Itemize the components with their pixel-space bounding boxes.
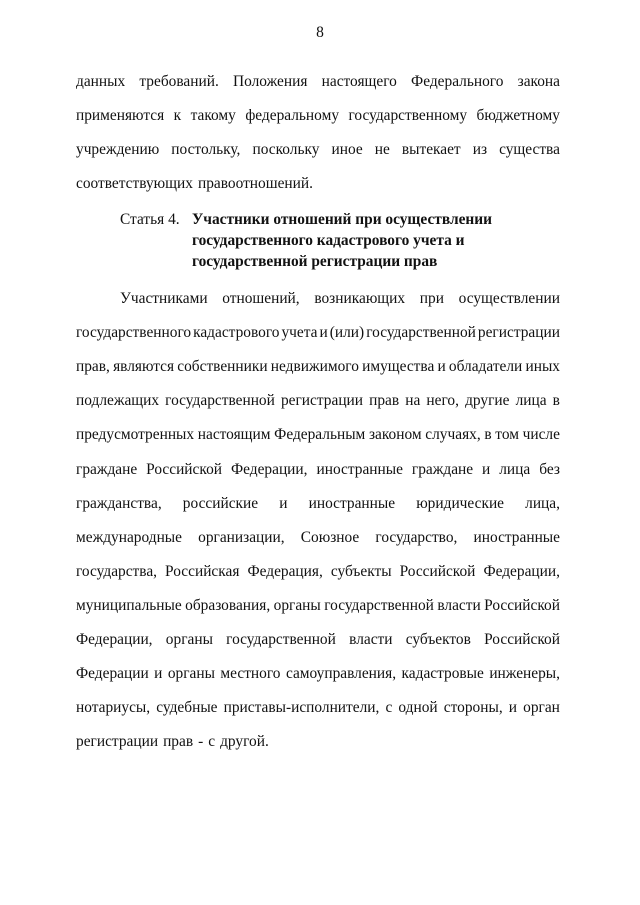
text-line <box>76 628 560 652</box>
word: юридические <box>416 494 505 512</box>
word: осуществлении <box>458 290 560 307</box>
word: Российской <box>484 596 560 614</box>
word: возникающих <box>314 290 406 307</box>
text-line <box>76 70 560 94</box>
word: субъекты <box>330 562 392 580</box>
word: Федерального <box>411 73 504 90</box>
word: такому <box>190 107 236 124</box>
word: государственной <box>165 392 275 410</box>
text-line <box>76 172 560 196</box>
word: случаях, <box>425 426 481 444</box>
word: Российской <box>484 631 560 648</box>
word: орган <box>523 699 560 717</box>
text-line <box>76 423 560 447</box>
word: настоящего <box>321 73 397 90</box>
word: прав <box>369 392 400 410</box>
word: предусмотренных <box>76 426 195 444</box>
word: прав, <box>76 358 110 376</box>
text-line <box>76 730 560 754</box>
word: государственного <box>76 324 192 342</box>
word: Федерации, <box>230 460 308 478</box>
word: государственной <box>324 596 434 614</box>
word: и <box>508 699 518 717</box>
word: и <box>279 494 288 512</box>
word: требований. <box>139 73 219 90</box>
word: подлежащих <box>76 392 160 410</box>
article-number: Статья 4. <box>120 211 180 228</box>
word: вытекает <box>401 141 461 158</box>
text-line <box>76 594 560 618</box>
word: и <box>319 324 328 342</box>
word: другие <box>465 392 510 410</box>
word: правоотношений. <box>197 175 313 192</box>
text-line <box>76 526 560 550</box>
article-title <box>192 209 492 272</box>
word: граждане <box>411 460 474 478</box>
word: судебные <box>156 699 218 717</box>
word: недвижимого <box>270 358 359 376</box>
word: без <box>539 460 560 478</box>
text-line <box>76 696 560 720</box>
word: кадастрового <box>193 324 280 342</box>
word: обладатели <box>448 358 523 376</box>
word: образования, <box>185 596 271 614</box>
word: Федерации, <box>483 562 560 580</box>
word: поскольку <box>252 141 320 158</box>
word: органы <box>167 665 215 683</box>
word: имущества <box>362 358 435 376</box>
word: бюджетному <box>476 107 560 124</box>
word: Российской <box>146 460 223 478</box>
word: и <box>437 358 446 376</box>
word: организации, <box>198 528 285 546</box>
word: с <box>385 699 393 717</box>
word: учета <box>281 324 318 342</box>
word: постольку, <box>171 141 241 158</box>
word: органы <box>273 596 321 614</box>
page-number: 8 <box>316 24 324 41</box>
word: субъектов <box>405 631 471 648</box>
word: на <box>405 392 421 410</box>
article-title-line: государственной регистрации прав <box>192 253 438 270</box>
text-line <box>76 492 560 516</box>
word: настоящим <box>197 426 271 444</box>
word: иностранные <box>316 460 403 478</box>
word: граждане <box>76 460 138 478</box>
word: являются <box>113 358 175 376</box>
text-line <box>76 560 560 584</box>
word: Федерация, <box>247 562 323 580</box>
word: данных <box>76 73 126 90</box>
word: Союзное <box>300 528 360 546</box>
word: не <box>374 141 390 158</box>
word: власти <box>437 596 481 614</box>
word: из <box>472 141 488 158</box>
word: приставы-исполнители, <box>223 699 380 717</box>
word: Участниками <box>120 290 208 307</box>
word: иное <box>331 141 363 158</box>
word: в <box>552 392 560 410</box>
word: иностранные <box>473 528 560 546</box>
word: соответствующих <box>76 175 193 192</box>
word: собственники <box>177 358 268 376</box>
word: Федеральным <box>274 426 366 444</box>
word: стороны, <box>443 699 503 717</box>
word: федеральному <box>245 107 340 124</box>
word: государства, <box>76 562 158 580</box>
word: власти <box>349 631 393 648</box>
word: лица, <box>525 494 560 512</box>
text-line <box>76 321 560 345</box>
word: самоуправления, <box>285 665 397 683</box>
word: прав <box>163 733 194 751</box>
word: государство, <box>375 528 458 546</box>
word: том <box>495 426 519 444</box>
word: государственной <box>226 631 336 648</box>
word: лица <box>515 392 547 410</box>
word: гражданства, <box>76 494 162 512</box>
word: закона <box>517 73 560 90</box>
word: и <box>482 460 491 478</box>
word: Российская <box>165 562 240 580</box>
word: нотариусы, <box>76 699 151 717</box>
word: отношений, <box>222 290 300 307</box>
word: государственной <box>366 324 476 342</box>
word: Федерации <box>76 665 149 683</box>
word: российские <box>182 494 259 512</box>
word: другой. <box>220 733 269 751</box>
word: регистрации <box>477 324 560 342</box>
word: (или) <box>329 324 365 342</box>
word: международные <box>76 528 182 546</box>
text-line <box>76 138 560 162</box>
word: учреждению <box>76 141 160 158</box>
word: иных <box>525 358 560 376</box>
text-line <box>76 104 560 128</box>
word: одной <box>398 699 438 717</box>
article-title-line: государственного кадастрового учета и <box>192 232 465 249</box>
word: с <box>208 733 216 751</box>
word: лица <box>499 460 531 478</box>
word: - <box>198 733 204 751</box>
word: числе <box>522 426 560 444</box>
word: при <box>419 290 444 307</box>
word: государственному <box>348 107 468 124</box>
word: регистрации <box>76 733 159 751</box>
text-line <box>76 458 560 482</box>
text-line <box>76 662 560 686</box>
word: законом <box>368 426 422 444</box>
text-line <box>120 287 560 311</box>
text-line <box>76 355 560 379</box>
word: Федерации, <box>76 631 153 648</box>
word: местного <box>220 665 281 683</box>
word: иностранные <box>308 494 396 512</box>
word: и <box>154 665 163 683</box>
text-line <box>76 389 560 413</box>
word: муниципальные <box>76 596 182 614</box>
word: него, <box>426 392 459 410</box>
word: Российской <box>399 562 476 580</box>
word: Положения <box>233 73 308 90</box>
article-title-line: Участники отношений при осуществлении <box>192 211 493 228</box>
word: в <box>484 426 492 444</box>
word: органы <box>165 631 213 648</box>
word: существа <box>499 141 560 158</box>
word: к <box>173 107 182 124</box>
word: применяются <box>76 107 165 124</box>
word: кадастровые <box>401 665 484 683</box>
word: инженеры, <box>489 665 560 683</box>
word: регистрации <box>280 392 364 410</box>
